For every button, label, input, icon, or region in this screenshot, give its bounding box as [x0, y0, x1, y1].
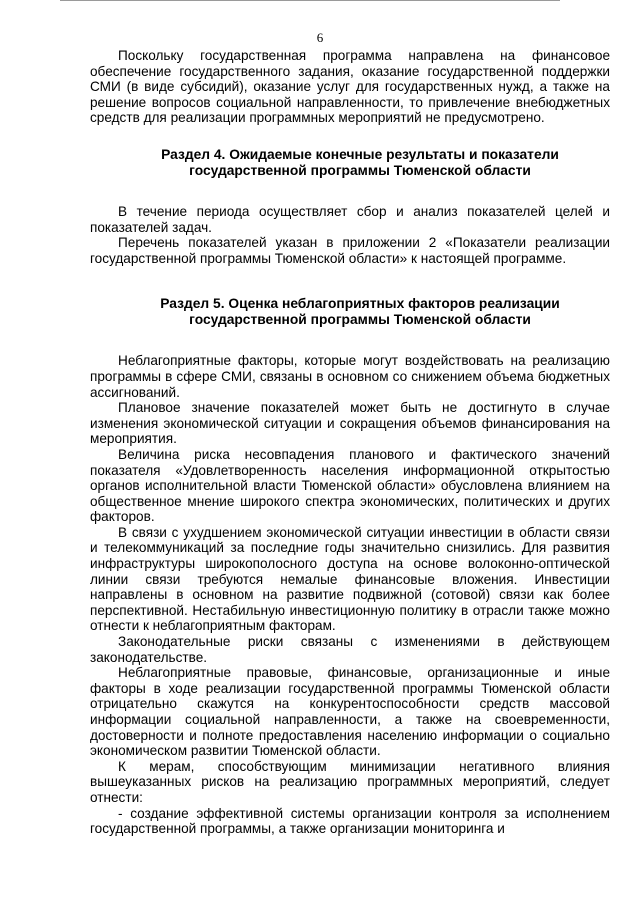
document-body — [90, 48, 610, 837]
section-5-heading — [90, 296, 610, 328]
top-edge-line — [60, 0, 560, 1]
section-4-paragraph: Перечень показателей указан в приложении 2 «Показатели реализации государственной программы Тюменской области» к настоящей программе. — [90, 235, 610, 266]
section-5-list-item: - создание эффективной системы организации контроля за исполнением государственной программы, а также организации мониторинга и — [90, 805, 610, 837]
section-5-heading-line-2: государственной программы Тюменской области — [189, 312, 531, 328]
section-5-paragraph: Законодательные риски связаны с изменениями в действующем законодательстве. — [90, 634, 610, 665]
section-5-paragraph: В связи с ухудшением экономической ситуации инвестиции в области связи и телекоммуникаций за последние годы значительно снизились. Для развития инфраструктуры широкополосного доступа на основе волоконно-оптической линии связи требуются немалые финансовые вложения. Инвестиции направлены в основном на развитие подвижной (сотовой) связи как более перспективной. Нестабильную инвестиционную политику в отрасли также можно отнести к неблагоприятным факторам. — [90, 524, 610, 634]
section-5-paragraph: К мерам, способствующим минимизации негативного влияния вышеуказанных рисков на реализацию программных мероприятий, следует отнести: — [90, 758, 610, 805]
section-4-heading-line-2: государственной программы Тюменской области — [189, 162, 531, 178]
section-5-paragraph: Величина риска несовпадения планового и фактического значений показателя «Удовлетворенность населения информационной открытостью органов исполнительной власти Тюменской области» обусловлена влиянием на общественное мнение широкого спектра экономических, политических и других факторов. — [90, 446, 610, 525]
section-4-paragraph: В течение периода осуществляет сбор и анализ показателей целей и показателей задач. — [90, 203, 610, 235]
page-number: 6 — [316, 30, 324, 45]
section-5-paragraph: Неблагоприятные факторы, которые могут воздействовать на реализацию программы в сфере СМИ, связаны в основном со снижением объема бюджетных ассигнований. — [90, 353, 610, 400]
section-5-paragraph: Плановое значение показателей может быть не достигнуто в случае изменения экономической ситуации и сокращения объемов финансирования на мероприятия. — [90, 400, 610, 447]
section-5-paragraph: Неблагоприятные правовые, финансовые, организационные и иные факторы в ходе реализации государственной программы Тюменской области отрицательно скажутся на конкурентоспособности средств массовой информации социальной направленности, а также на своевременности, достоверности и полноте предоставления населению информации о социально экономическом развитии Тюменской области. — [90, 665, 610, 759]
section-5-heading-line-1: Раздел 5. Оценка неблагоприятных факторов реализации — [160, 296, 560, 312]
intro-paragraph: Поскольку государственная программа направлена на финансовое обеспечение государственного задания, оказание государственной поддержки СМИ (в виде субсидий), оказание услуг для государственных нужд, а также на решение вопросов социальной направленности, то привлечение внебюджетных средств для реализации программных мероприятий не предусмотрено. — [90, 48, 610, 126]
section-4-heading — [90, 147, 610, 179]
section-4-heading-line-1: Раздел 4. Ожидаемые конечные результаты и показатели — [161, 146, 559, 162]
